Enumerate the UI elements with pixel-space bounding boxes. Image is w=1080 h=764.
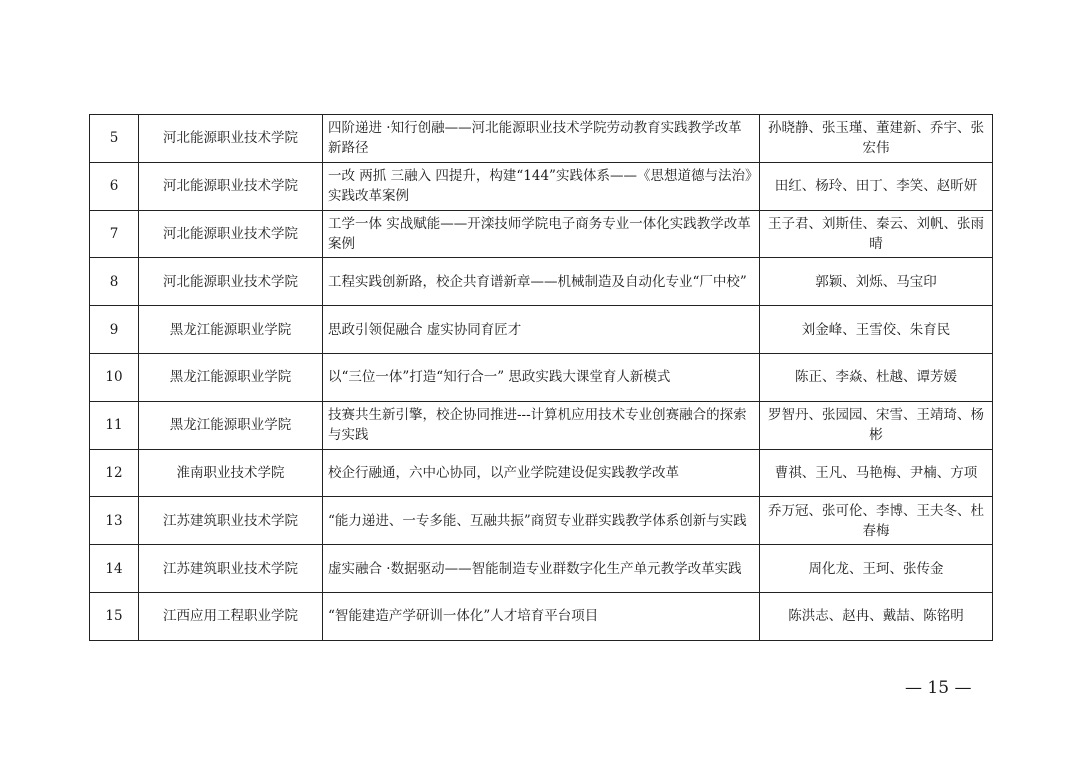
page-number: — 15 — — [905, 678, 972, 698]
team-members: 罗智丹、张园园、宋雪、王靖琦、杨彬 — [760, 401, 993, 449]
school-name: 河北能源职业技术学院 — [139, 162, 323, 210]
table-row — [90, 258, 993, 306]
project-title: 一改 两抓 三融入 四提升，构建“144”实践体系——《思想道德与法治》实践改革案例 — [323, 162, 760, 210]
table-row — [90, 592, 993, 640]
project-title: 技赛共生新引擎，校企协同推进---计算机应用技术专业创赛融合的探索与实践 — [323, 401, 760, 449]
row-number: 6 — [90, 162, 139, 210]
team-members: 曹祺、王凡、马艳梅、尹楠、方项 — [760, 449, 993, 497]
row-number: 5 — [90, 115, 139, 163]
team-members: 刘金峰、王雪佼、朱育民 — [760, 306, 993, 354]
project-title: 四阶递进 ·知行创融——河北能源职业技术学院劳动教育实践教学改革新路径 — [323, 115, 760, 163]
table-row — [90, 306, 993, 354]
school-name: 黑龙江能源职业学院 — [139, 306, 323, 354]
school-name: 河北能源职业技术学院 — [139, 258, 323, 306]
team-members: 乔万冠、张可伦、李博、王夫冬、杜春梅 — [760, 497, 993, 545]
table-row — [90, 449, 993, 497]
school-name: 淮南职业技术学院 — [139, 449, 323, 497]
project-title: 工程实践创新路，校企共育谱新章——机械制造及自动化专业“厂中校” — [323, 258, 760, 306]
row-number: 13 — [90, 497, 139, 545]
team-members: 陈正、李焱、杜越、谭芳媛 — [760, 353, 993, 401]
table-row — [90, 497, 993, 545]
school-name: 黑龙江能源职业学院 — [139, 401, 323, 449]
table-row — [90, 401, 993, 449]
team-members: 郭颖、刘烁、马宝印 — [760, 258, 993, 306]
project-title: 以“三位一体”打造“知行合一” 思政实践大课堂育人新模式 — [323, 353, 760, 401]
project-title: “智能建造产学研训一体化”人才培育平台项目 — [323, 592, 760, 640]
school-name: 江苏建筑职业技术学院 — [139, 497, 323, 545]
table-row — [90, 353, 993, 401]
row-number: 14 — [90, 545, 139, 593]
row-number: 10 — [90, 353, 139, 401]
table-row — [90, 115, 993, 163]
project-table — [89, 114, 993, 641]
school-name: 江苏建筑职业技术学院 — [139, 545, 323, 593]
table-row — [90, 210, 993, 258]
project-title: “能力递进、一专多能、互融共振”商贸专业群实践教学体系创新与实践 — [323, 497, 760, 545]
table-row — [90, 162, 993, 210]
school-name: 江西应用工程职业学院 — [139, 592, 323, 640]
team-members: 田红、杨玲、田丁、李笑、赵昕妍 — [760, 162, 993, 210]
school-name: 河北能源职业技术学院 — [139, 115, 323, 163]
team-members: 孙晓静、张玉瑾、董建新、乔宇、张宏伟 — [760, 115, 993, 163]
team-members: 王子君、刘斯佳、秦云、刘帆、张雨晴 — [760, 210, 993, 258]
team-members: 陈洪志、赵冉、戴喆、陈铭明 — [760, 592, 993, 640]
table-body — [90, 115, 993, 641]
row-number: 12 — [90, 449, 139, 497]
project-title: 校企行融通，六中心协同，以产业学院建设促实践教学改革 — [323, 449, 760, 497]
school-name: 河北能源职业技术学院 — [139, 210, 323, 258]
row-number: 8 — [90, 258, 139, 306]
row-number: 7 — [90, 210, 139, 258]
school-name: 黑龙江能源职业学院 — [139, 353, 323, 401]
project-title: 工学一体 实战赋能——开滦技师学院电子商务专业一体化实践教学改革案例 — [323, 210, 760, 258]
row-number: 11 — [90, 401, 139, 449]
project-title: 思政引领促融合 虚实协同育匠才 — [323, 306, 760, 354]
row-number: 15 — [90, 592, 139, 640]
table-row — [90, 545, 993, 593]
row-number: 9 — [90, 306, 139, 354]
team-members: 周化龙、王珂、张传金 — [760, 545, 993, 593]
project-title: 虚实融合 ·数据驱动——智能制造专业群数字化生产单元教学改革实践 — [323, 545, 760, 593]
